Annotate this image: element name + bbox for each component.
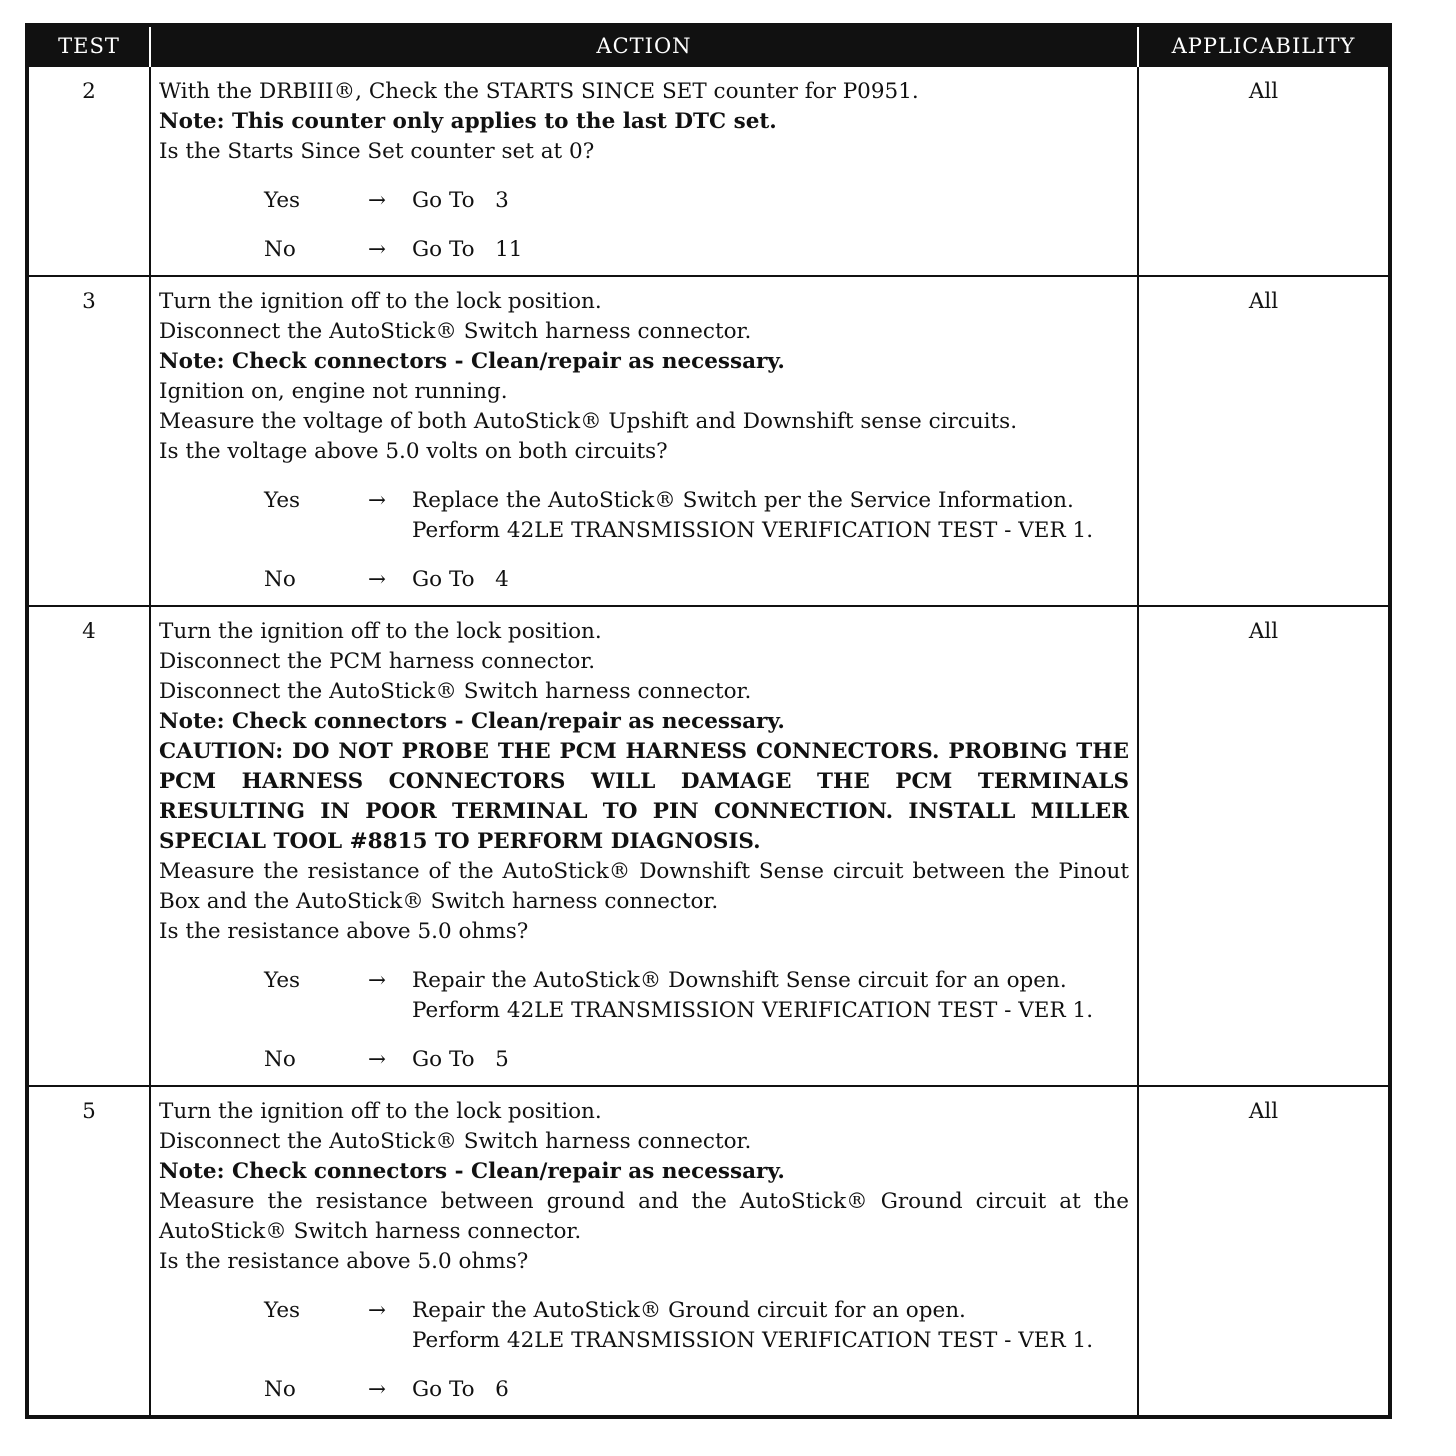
test-number: 5	[27, 1086, 150, 1417]
test-number: 4	[27, 606, 150, 1086]
result-line: Go To 4	[412, 567, 509, 592]
result-line: Go To 6	[412, 1377, 509, 1402]
table-row	[27, 66, 1390, 276]
no-outcome	[264, 235, 1129, 265]
instruction-line: Measure the voltage of both AutoStick® Upshift and Downshift sense circuits.	[159, 409, 1018, 434]
result-line: Go To 11	[412, 237, 523, 262]
question-line: Is the resistance above 5.0 ohms?	[159, 1249, 529, 1274]
outcomes	[159, 186, 1129, 265]
outcomes	[159, 966, 1129, 1075]
table-row	[27, 1086, 1390, 1417]
applicability-value: All	[1138, 606, 1390, 1086]
yes-label: Yes	[264, 968, 301, 993]
instruction-line: Measure the resistance between ground and the AutoStick® Ground circuit at the AutoStick® Switch harness connector.	[159, 1189, 1129, 1244]
yes-outcome	[264, 966, 1129, 1026]
yes-outcome	[264, 1296, 1129, 1356]
applicability-value: All	[1138, 276, 1390, 606]
action-cell	[150, 66, 1138, 276]
no-result	[412, 1375, 1129, 1405]
no-outcome	[264, 1375, 1129, 1405]
note-line: Note: This counter only applies to the last DTC set.	[159, 109, 777, 134]
instruction-line: Disconnect the AutoStick® Switch harness connector.	[159, 1129, 752, 1154]
right-arrow-icon: →	[368, 968, 387, 993]
action-cell	[150, 606, 1138, 1086]
caution-text: CAUTION: DO NOT PROBE THE PCM HARNESS CONNECTORS. PROBING THE PCM HARNESS CONNECTORS WILL DAMAGE THE PCM TERMINALS RESULTING IN POOR TERMINAL TO PIN CONNECTION. INSTALL MILLER SPECIAL TOOL #8815 TO PERFORM DIAGNOSIS.	[159, 739, 1129, 854]
no-label: No	[264, 1047, 296, 1072]
right-arrow-icon: →	[368, 188, 387, 213]
yes-outcome	[264, 486, 1129, 546]
table-row	[27, 606, 1390, 1086]
right-arrow-icon: →	[368, 1047, 387, 1072]
result-line: Repair the AutoStick® Downshift Sense circuit for an open.	[412, 968, 1067, 993]
test-number: 2	[27, 66, 150, 276]
table-header-row	[27, 25, 1390, 66]
note-line: Note: Check connectors - Clean/repair as necessary.	[159, 349, 785, 374]
no-outcome	[264, 1045, 1129, 1075]
result-line: Go To 3	[412, 188, 509, 213]
note-line: Note: Check connectors - Clean/repair as necessary.	[159, 709, 785, 734]
yes-result	[412, 186, 1129, 216]
action-cell	[150, 276, 1138, 606]
result-line: Go To 5	[412, 1047, 509, 1072]
right-arrow-icon: →	[368, 237, 387, 262]
no-label: No	[264, 567, 296, 592]
header-action: ACTION	[150, 25, 1138, 66]
right-arrow-icon: →	[368, 567, 387, 592]
instruction-line: Disconnect the PCM harness connector.	[159, 649, 596, 674]
header-applicability: APPLICABILITY	[1138, 25, 1390, 66]
no-outcome	[264, 565, 1129, 595]
applicability-value: All	[1138, 66, 1390, 276]
right-arrow-icon: →	[368, 1377, 387, 1402]
no-result	[412, 235, 1129, 265]
result-line: Replace the AutoStick® Switch per the Service Information.	[412, 488, 1074, 513]
action-cell	[150, 1086, 1138, 1417]
instruction-line: Ignition on, engine not running.	[159, 379, 508, 404]
diagnostic-test-sheet	[25, 23, 1388, 1419]
no-result	[412, 1045, 1129, 1075]
yes-label: Yes	[264, 488, 301, 513]
outcomes	[159, 486, 1129, 595]
result-line: Perform 42LE TRANSMISSION VERIFICATION TEST - VER 1.	[412, 998, 1094, 1023]
right-arrow-icon: →	[368, 1298, 387, 1323]
table-row	[27, 276, 1390, 606]
no-result	[412, 565, 1129, 595]
outcomes	[159, 1296, 1129, 1405]
diagnostic-table	[25, 23, 1392, 1419]
result-line: Perform 42LE TRANSMISSION VERIFICATION TEST - VER 1.	[412, 1328, 1094, 1353]
no-label: No	[264, 237, 296, 262]
instruction-line: Disconnect the AutoStick® Switch harness connector.	[159, 679, 752, 704]
yes-label: Yes	[264, 1298, 301, 1323]
right-arrow-icon: →	[368, 488, 387, 513]
question-line: Is the voltage above 5.0 volts on both circuits?	[159, 439, 668, 464]
instruction-line: Turn the ignition off to the lock position.	[159, 289, 602, 314]
yes-label: Yes	[264, 188, 301, 213]
header-test: TEST	[27, 25, 150, 66]
applicability-value: All	[1138, 1086, 1390, 1417]
instruction-line: Measure the resistance of the AutoStick® Downshift Sense circuit between the Pinout Box and the AutoStick® Switch harness connector.	[159, 859, 1129, 914]
test-number: 3	[27, 276, 150, 606]
instruction-line: Turn the ignition off to the lock position.	[159, 619, 602, 644]
yes-result	[412, 1296, 1129, 1356]
note-line: Note: Check connectors - Clean/repair as necessary.	[159, 1159, 785, 1184]
instruction-line: Turn the ignition off to the lock position.	[159, 1099, 602, 1124]
result-line: Perform 42LE TRANSMISSION VERIFICATION TEST - VER 1.	[412, 518, 1094, 543]
question-line: Is the Starts Since Set counter set at 0?	[159, 139, 595, 164]
question-line: Is the resistance above 5.0 ohms?	[159, 919, 529, 944]
yes-outcome	[264, 186, 1129, 216]
no-label: No	[264, 1377, 296, 1402]
instruction-line: With the DRBIII®, Check the STARTS SINCE SET counter for P0951.	[159, 79, 919, 104]
yes-result	[412, 966, 1129, 1026]
instruction-line: Disconnect the AutoStick® Switch harness connector.	[159, 319, 752, 344]
result-line: Repair the AutoStick® Ground circuit for an open.	[412, 1298, 966, 1323]
yes-result	[412, 486, 1129, 546]
